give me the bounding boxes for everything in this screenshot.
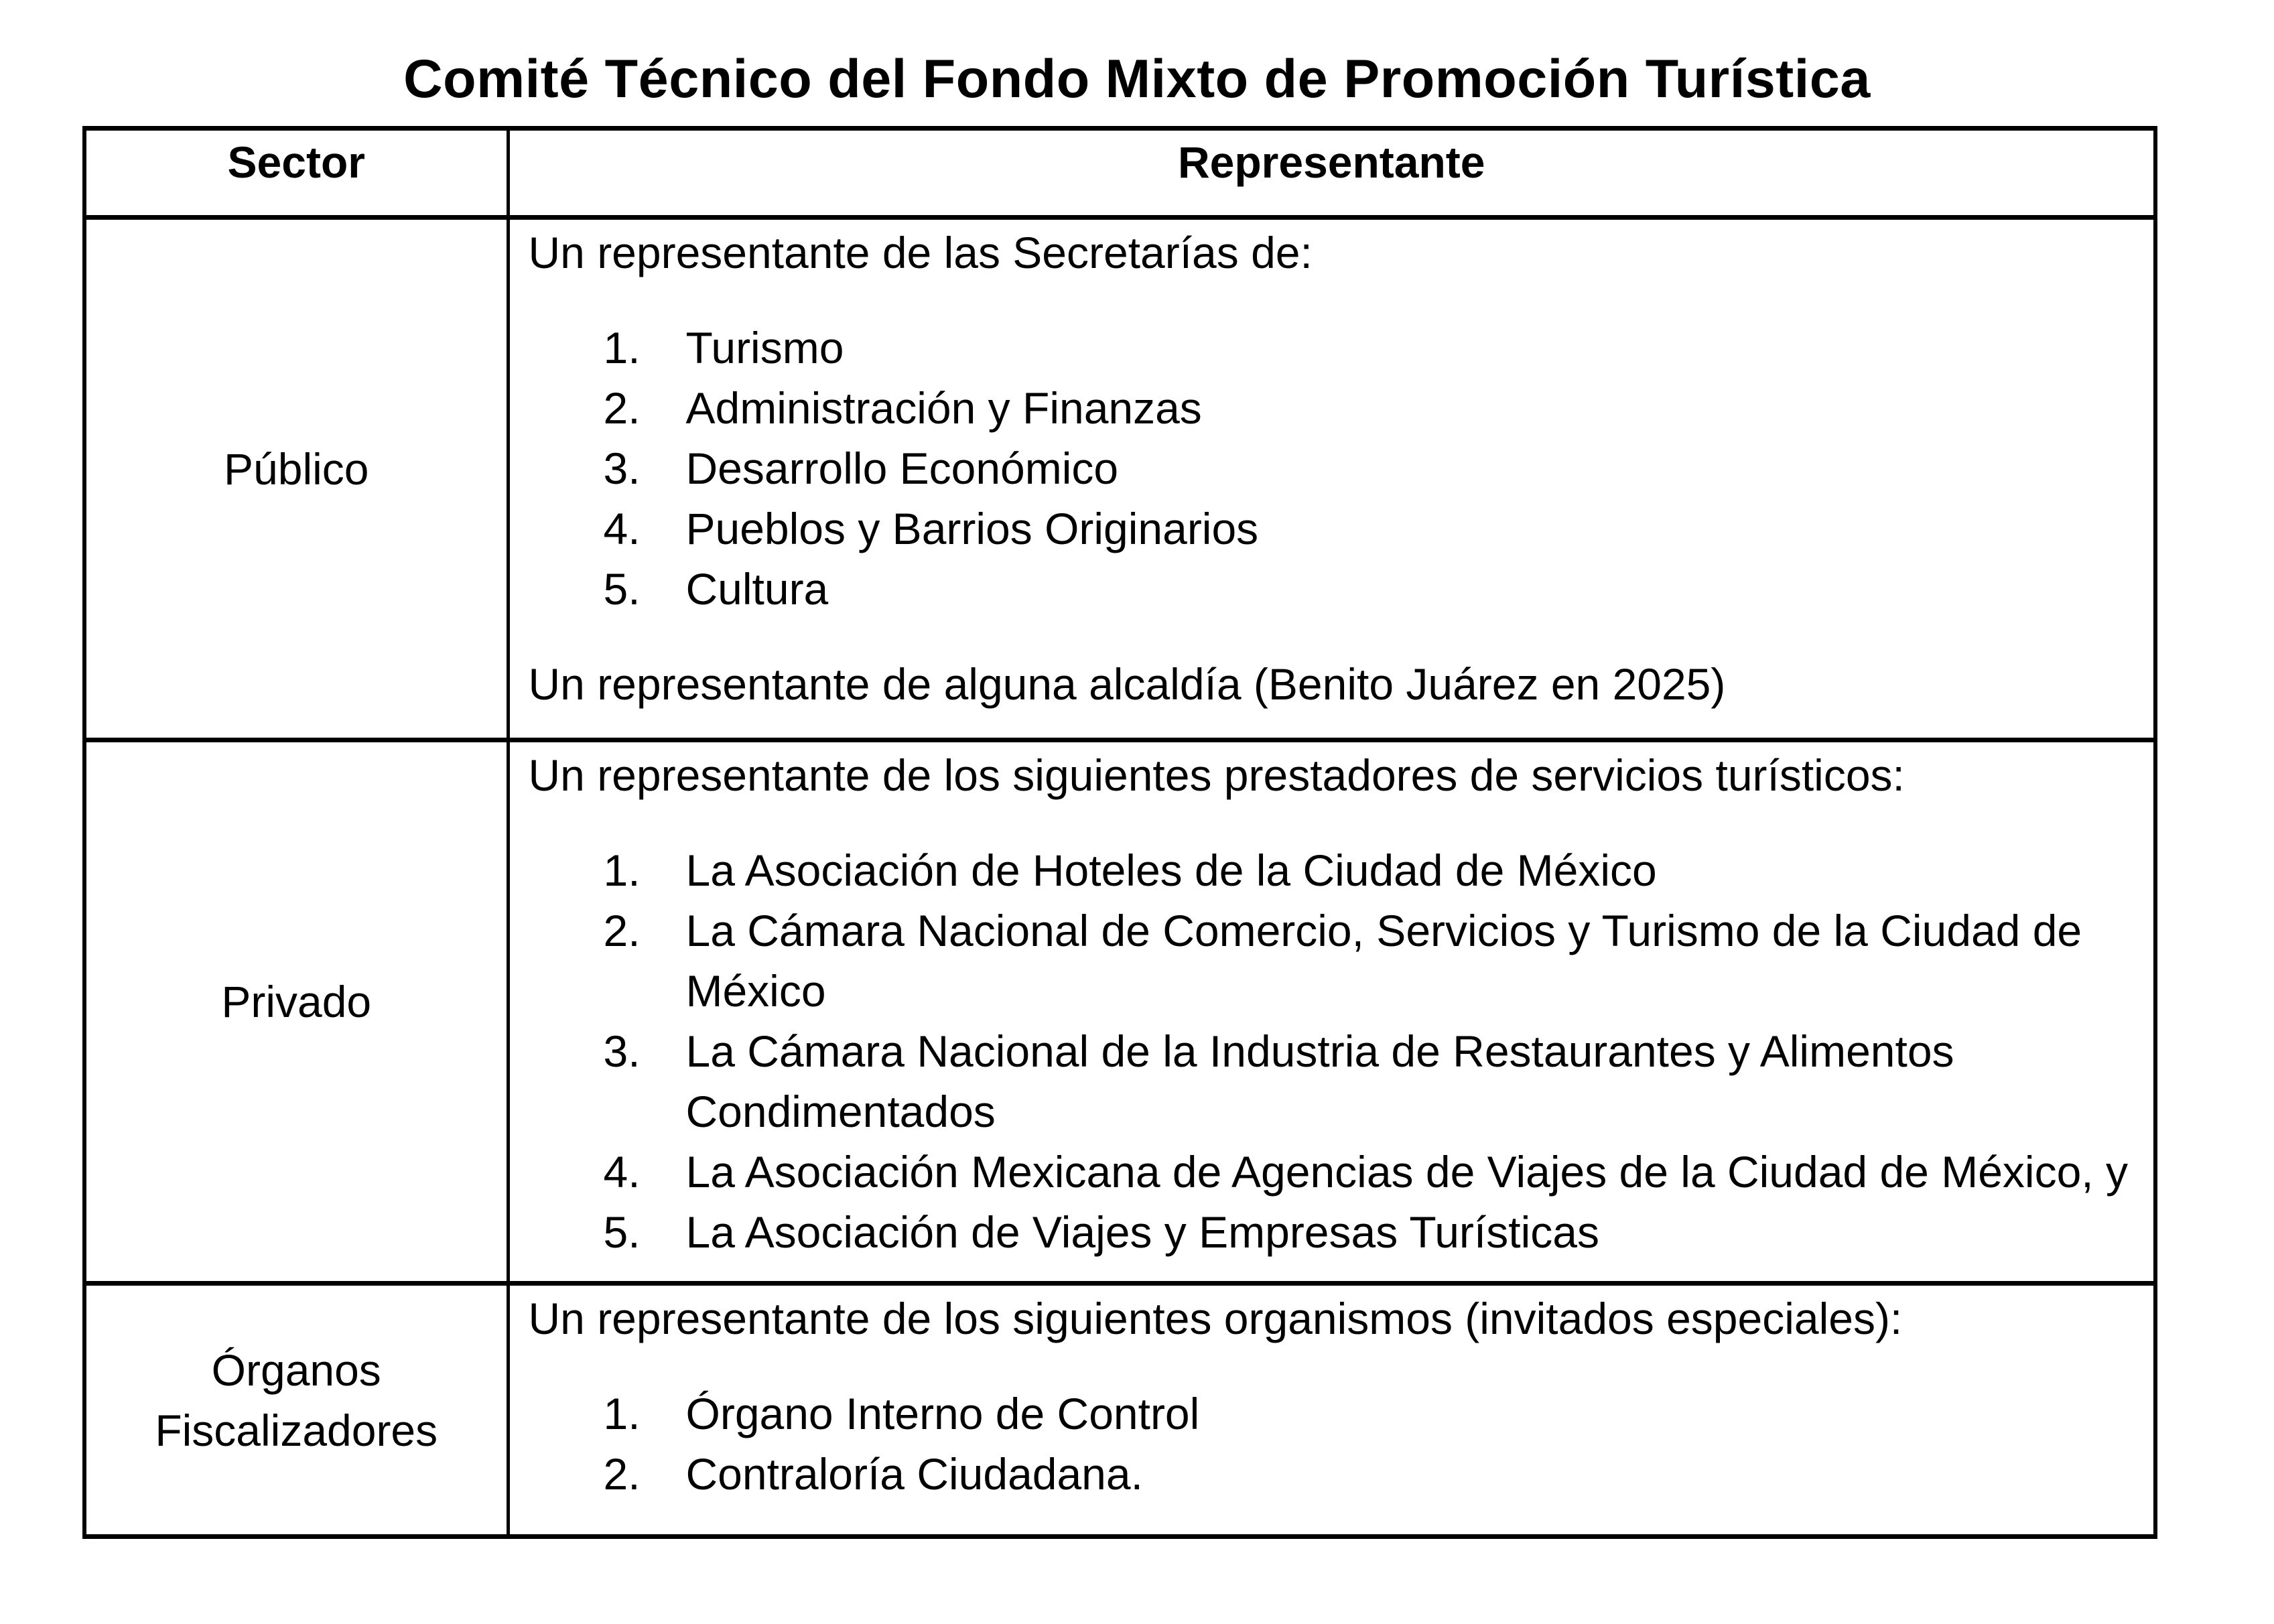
table-row-privado — [84, 740, 2155, 1284]
table-row-organos-fiscalizadores — [84, 1284, 2155, 1537]
table-header-row — [84, 129, 2155, 218]
list-item: Desarrollo Económico — [685, 444, 1119, 493]
page-title: Comité Técnico del Fondo Mixto de Promoción Turística — [403, 49, 1871, 109]
representante-cell-privado — [508, 740, 2155, 1284]
sector-cell-privado: Privado — [84, 740, 508, 1284]
document-page — [0, 47, 2274, 1539]
sector-cell-publico: Público — [84, 218, 508, 740]
list-item: La Asociación de Viajes y Empresas Turísticas — [685, 1207, 1599, 1257]
list-item: Administración y Finanzas — [685, 383, 1202, 433]
list-item: La Cámara Nacional de la Industria de Restaurantes y Alimentos Condimentados — [685, 1026, 1954, 1136]
list-item: Pueblos y Barrios Originarios — [685, 504, 1259, 553]
list-item: La Asociación Mexicana de Agencias de Viajes de la Ciudad de México, y — [685, 1147, 2128, 1197]
table-row-publico — [84, 218, 2155, 740]
list-item: La Asociación de Hoteles de la Ciudad de México — [685, 845, 1657, 895]
list-item: Órgano Interno de Control — [685, 1389, 1200, 1438]
intro-paragraph: Un representante de los siguientes prestadores de servicios turísticos: — [528, 750, 1905, 800]
intro-paragraph: Un representante de los siguientes organismos (invitados especiales): — [528, 1294, 1903, 1343]
secretarias-list — [529, 318, 2134, 619]
list-item: Turismo — [685, 323, 844, 373]
representante-cell-organos-fiscalizadores — [508, 1284, 2155, 1537]
column-header-sector: Sector — [84, 129, 508, 218]
list-item: Cultura — [685, 564, 829, 614]
prestadores-list — [529, 840, 2134, 1262]
organismos-list — [529, 1383, 2134, 1504]
list-item: La Cámara Nacional de Comercio, Servicios y Turismo de la Ciudad de México — [685, 906, 2082, 1016]
sector-cell-organos-fiscalizadores: Órganos Fiscalizadores — [84, 1284, 508, 1537]
intro-paragraph: Un representante de las Secretarías de: — [528, 228, 1313, 277]
committee-table — [82, 126, 2157, 1539]
representante-cell-publico — [508, 218, 2155, 740]
column-header-representante: Representante — [508, 129, 2155, 218]
outro-paragraph: Un representante de alguna alcaldía (Benito Juárez en 2025) — [528, 659, 1726, 709]
list-item: Contraloría Ciudadana. — [685, 1449, 1143, 1499]
